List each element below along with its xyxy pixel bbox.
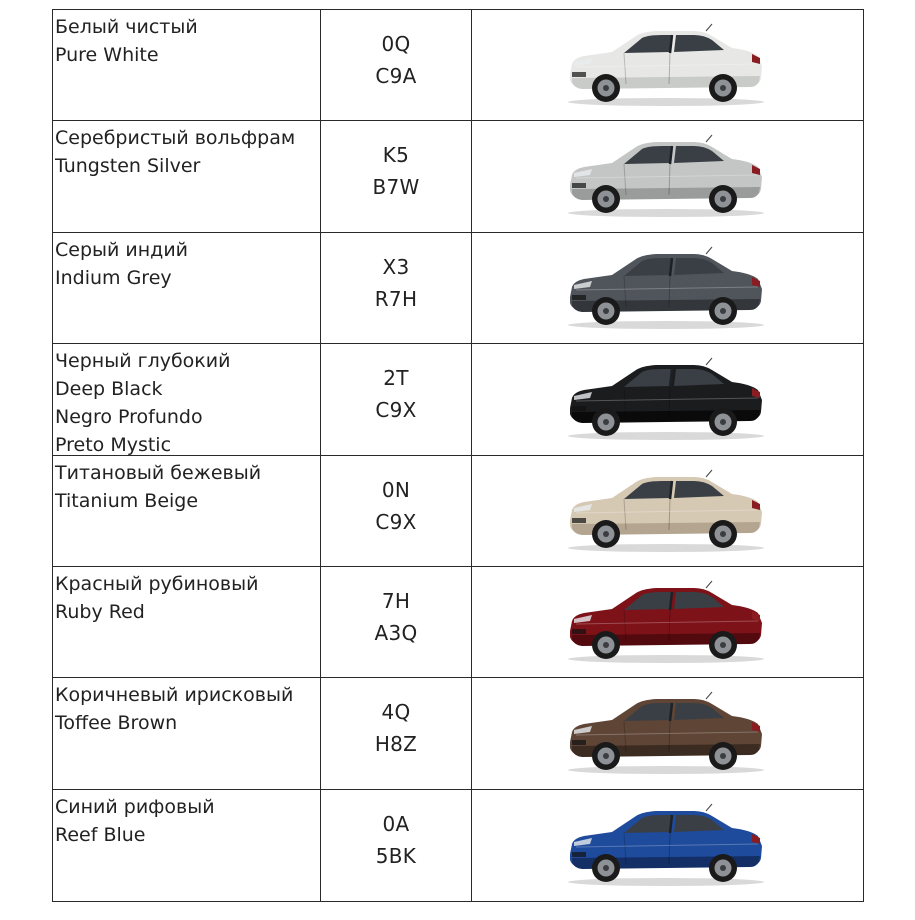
- color-name-ru: Красный рубиновый: [55, 572, 259, 595]
- color-code-primary: X3: [382, 254, 410, 279]
- color-name-alt: Negro Profundo: [55, 406, 203, 429]
- color-name-ru: Коричневый ирисковый: [55, 684, 294, 707]
- car-image: [565, 133, 767, 223]
- color-code-secondary: C9X: [375, 398, 417, 423]
- car-image-cell: [472, 121, 863, 231]
- car-image-cell: [472, 10, 863, 120]
- color-name-alt: Indium Grey: [55, 266, 172, 289]
- color-code-primary: 0Q: [381, 32, 411, 56]
- color-code-cell: [321, 790, 472, 901]
- table-row: [52, 233, 864, 344]
- table-row: [52, 790, 864, 902]
- color-code-secondary: R7H: [374, 286, 418, 311]
- color-code-primary: 7H: [381, 588, 411, 613]
- car-image: [565, 802, 767, 892]
- color-name-ru: Белый чистый: [55, 16, 198, 38]
- color-code-primary: 0N: [381, 477, 411, 502]
- color-code-secondary: 5BK: [375, 843, 417, 868]
- table-row: [52, 567, 864, 678]
- car-image: [565, 22, 767, 112]
- car-image-cell: [472, 233, 863, 343]
- color-name-alt: Preto Mystic: [55, 434, 172, 457]
- color-name-cell: [53, 790, 321, 901]
- color-code-cell: [321, 678, 472, 788]
- color-code-cell: [321, 233, 472, 343]
- color-code-primary: K5: [382, 143, 410, 168]
- color-name-alt: Reef Blue: [55, 823, 146, 846]
- car-image-cell: [472, 790, 863, 901]
- car-image: [565, 468, 767, 558]
- car-image-cell: [472, 344, 863, 454]
- color-name-alt: Deep Black: [55, 378, 163, 401]
- color-name-cell: [53, 121, 321, 231]
- car-image: [565, 690, 767, 780]
- color-code-primary: 2T: [383, 366, 409, 391]
- color-code-primary: 4Q: [381, 700, 411, 725]
- color-code-secondary: B7W: [372, 175, 420, 200]
- color-table: [52, 9, 864, 902]
- color-name-ru: Титановый бежевый: [55, 461, 262, 484]
- color-name-ru: Серебристый вольфрам: [55, 127, 296, 150]
- car-image: [565, 579, 767, 669]
- color-name-alt: Tungsten Silver: [55, 155, 201, 178]
- color-name-alt: Toffee Brown: [55, 712, 178, 735]
- color-code-secondary: C9X: [375, 509, 417, 534]
- table-row: [52, 456, 864, 567]
- table-row: [52, 121, 864, 232]
- car-image: [565, 245, 767, 335]
- color-code-cell: [321, 567, 472, 677]
- color-code-cell: [321, 10, 472, 120]
- color-code-secondary: H8Z: [374, 732, 418, 757]
- color-name-alt: Ruby Red: [55, 600, 145, 623]
- color-name-alt: Titanium Beige: [55, 489, 199, 512]
- color-code-cell: [321, 456, 472, 566]
- table-row: [52, 678, 864, 789]
- table-row: [52, 10, 864, 121]
- color-name-cell: [53, 456, 321, 566]
- color-name-cell: [53, 567, 321, 677]
- car-image: [565, 356, 767, 446]
- color-name-ru: Черный глубокий: [55, 350, 231, 373]
- color-name-cell: [53, 678, 321, 788]
- color-code-cell: [321, 344, 472, 454]
- table-row: [52, 344, 864, 455]
- car-image-cell: [472, 456, 863, 566]
- color-name-cell: [53, 344, 321, 457]
- color-code-cell: [321, 121, 472, 231]
- car-image-cell: [472, 678, 863, 788]
- car-image-cell: [472, 567, 863, 677]
- color-code-secondary: C9A: [375, 64, 417, 88]
- color-name-cell: [53, 233, 321, 343]
- color-code-secondary: A3Q: [374, 620, 418, 645]
- color-name-ru: Серый индий: [55, 238, 189, 261]
- color-code-primary: 0A: [382, 811, 410, 836]
- color-name-cell: [53, 10, 321, 120]
- color-name-alt: Pure White: [55, 44, 159, 66]
- color-name-ru: Синий рифовый: [55, 795, 215, 818]
